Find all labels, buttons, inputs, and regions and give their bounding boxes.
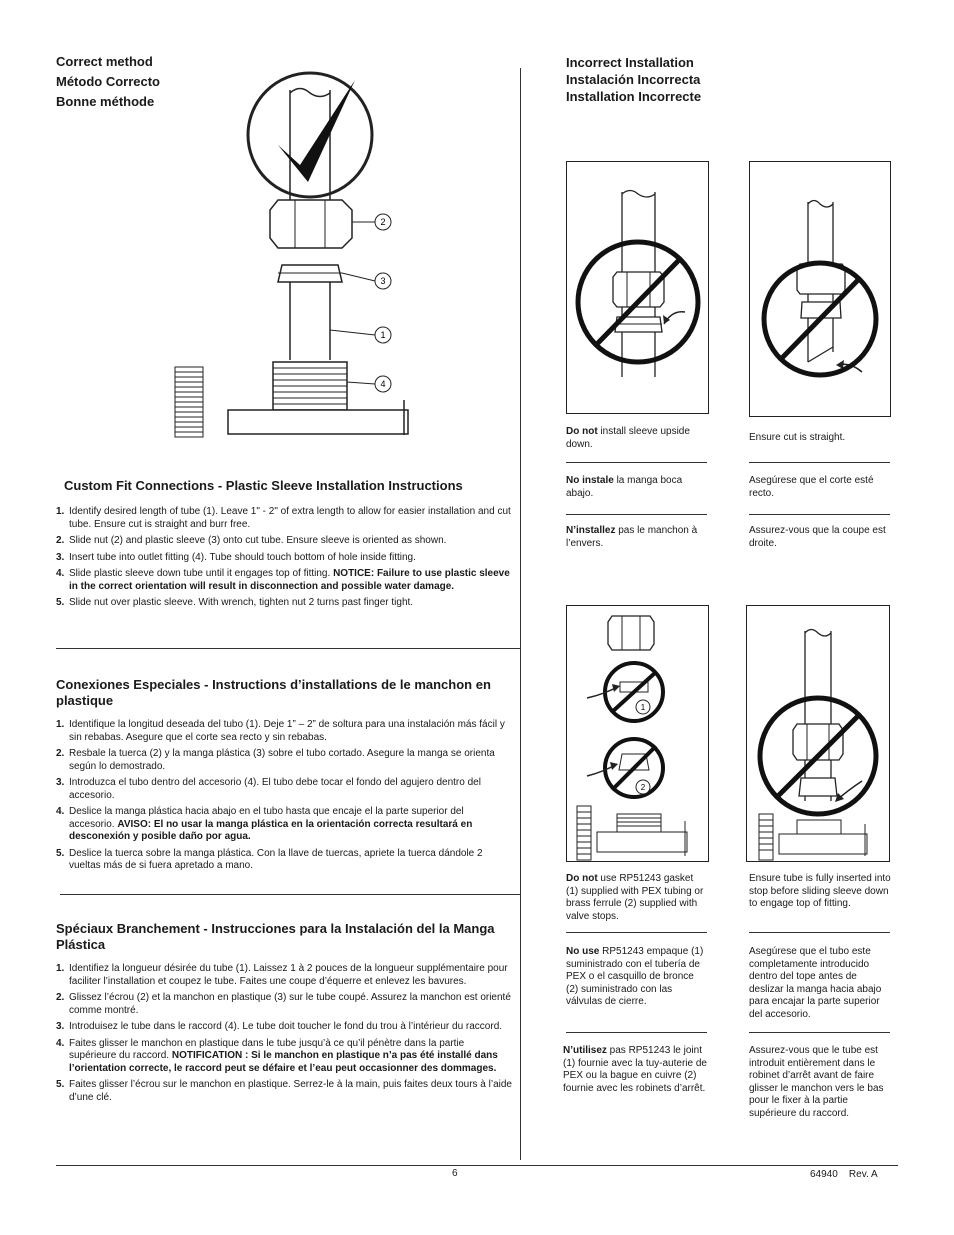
step-number: 3. xyxy=(56,1021,65,1032)
step-text: Slide nut over plastic sleeve. With wrench, tighten nut 2 turns past finger tight. xyxy=(69,597,414,608)
step-text: Introduisez le tube dans le raccord (4). Le tube doit toucher le fond du trou à l’intérieur du raccord. xyxy=(69,1021,503,1032)
caption-text: pas le manchon à l’envers. xyxy=(566,525,698,549)
step-number: 2. xyxy=(56,535,65,546)
list-item xyxy=(56,748,511,773)
step-text: Identifiez la longueur désirée du tube (1). Laissez 1 à 2 pouces de la longueur supplémentaire pour faciliter l’installation et coupez le tube. Faites une coupe d’équerre et enlevez les bavures. xyxy=(69,963,508,987)
incorrect-headings xyxy=(566,54,701,105)
step-text: Glissez l’écrou (2) et la manchon en plastique (3) sur le tube coupé. Assurez la manchon est orienté comme montré. xyxy=(69,992,511,1016)
list-item xyxy=(56,506,511,531)
list-item xyxy=(56,552,511,565)
step-notice: AVISO: El no usar la manga plástica en la orientación correcta resultará en desconexión y posible daño por agua. xyxy=(69,818,473,842)
caption-gasket-en xyxy=(566,873,708,923)
caption-text: install sleeve upside down. xyxy=(566,426,690,450)
step-number: 1. xyxy=(56,963,65,974)
caption-cut-fr: Assurez-vous que la coupe est droite. xyxy=(749,525,886,549)
caption-bold: Do not xyxy=(566,426,598,437)
caption-text: pas RP51243 le joint (1) fournie avec la tuy-auterie de PEX ou la bague en cuivre (2) fournie avec les robinets d’arrêt. xyxy=(563,1045,707,1094)
correct-method-headings xyxy=(56,52,160,112)
section-fr-title: Spéciaux Branchement - Instrucciones para la Instalación del la Manga Plástica xyxy=(56,921,495,952)
caption-divider xyxy=(566,514,707,515)
step-number: 2. xyxy=(56,992,65,1003)
step-number: 5. xyxy=(56,847,65,859)
caption-upside-down-en xyxy=(566,426,706,451)
step-text: Deslice la manga plástica hacia abajo en el tubo hasta que encaje el la parte superior del accesorio. xyxy=(69,806,464,830)
caption-cut-en: Ensure cut is straight. xyxy=(749,432,846,443)
section-divider xyxy=(60,894,520,895)
callout-label: 2 xyxy=(380,217,386,227)
section-es-steps xyxy=(56,719,511,877)
caption-bold: N’installez xyxy=(566,525,616,536)
panel-upside-down xyxy=(566,161,709,414)
upside-down-illustration xyxy=(567,162,708,413)
page-number: 6 xyxy=(452,1168,458,1179)
step-text: Identifique la longitud deseada del tubo (1). Deje 1” – 2” de soltura para una instalación más fácil y sin rebabas. Asegure que el corte sea recto y sin rebabas. xyxy=(69,719,505,743)
callout-label: 2 xyxy=(640,783,646,792)
caption-gasket-es xyxy=(566,946,708,1009)
check-circle-icon xyxy=(248,73,372,197)
heading-en: Correct method xyxy=(56,54,153,69)
callout-label: 1 xyxy=(380,330,386,340)
step-text: Deslice la tuerca sobre la manga plástica. Con la llave de tuercas, apriete la tuerca dándole 2 vueltas más de si fuera apretado a mano. xyxy=(69,847,483,871)
inserted-illustration xyxy=(747,606,889,861)
caption-cut-es: Asegúrese que el corte esté recto. xyxy=(749,475,874,499)
column-divider xyxy=(520,68,521,1160)
caption-inserted-fr: Assurez-vous que le tube est introduit entièrement dans le robinet d’arrêt avant de faire glisser le manchon vers le bas pour le fixer à la partie supérieure du raccord. xyxy=(749,1045,884,1119)
list-item xyxy=(56,1021,513,1034)
step-number: 4. xyxy=(56,806,65,817)
step-number: 4. xyxy=(56,568,65,579)
caption-gasket-fr xyxy=(563,1045,707,1095)
footer-rule xyxy=(56,1165,898,1166)
heading-es: Instalación Incorrecta xyxy=(566,72,701,87)
heading-fr: Installation Incorrecte xyxy=(566,89,702,104)
list-item xyxy=(56,806,511,844)
caption-divider xyxy=(749,932,890,933)
section-divider xyxy=(56,648,520,649)
nut-shape xyxy=(270,200,352,248)
caption-upside-down-fr xyxy=(566,525,706,550)
list-item xyxy=(56,777,511,802)
step-number: 5. xyxy=(56,597,65,608)
list-item xyxy=(56,963,513,988)
doc-code: 64940 Rev. A xyxy=(810,1169,878,1180)
step-text: Slide nut (2) and plastic sleeve (3) onto cut tube. Ensure sleeve is oriented as shown. xyxy=(69,535,447,546)
step-text: Identify desired length of tube (1). Leave 1" - 2" of extra length to allow for easier installation and cut tube. Ensure cut is straight and burr free. xyxy=(69,506,511,530)
callout-label: 1 xyxy=(640,703,646,712)
list-item xyxy=(56,597,511,610)
list-item xyxy=(56,535,511,548)
step-text: Faites glisser le manchon en plastique dans le tube jusqu’à ce qu’il pénètre dans la partie supérieure du raccord. xyxy=(69,1037,465,1061)
list-item xyxy=(56,848,511,873)
cut-illustration xyxy=(750,162,890,416)
callout-label: 4 xyxy=(380,379,386,389)
caption-text: use RP51243 gasket (1) supplied with PEX tubing or brass ferrule (2) supplied with valve stops. xyxy=(566,873,704,922)
heading-en: Incorrect Installation xyxy=(566,55,694,70)
correct-method-illustration xyxy=(170,60,420,445)
callout-label: 3 xyxy=(380,276,386,286)
step-number: 1. xyxy=(56,719,65,730)
step-text: Resbale la tuerca (2) y la manga plástica (3) sobre el tubo cortado. Asegure la manga se orienta según lo demostrado. xyxy=(69,748,495,772)
step-number: 3. xyxy=(56,777,65,788)
step-notice: NOTIFICATION : Si le manchon en plastique n’a pas été installé dans l’orientation correcte, le raccord peut se défaire et l’eau peut occasionner des dommages. xyxy=(69,1050,498,1074)
step-text: Faites glisser l’écrou sur le manchon en plastique. Serrez-le à la main, puis faites deux tours à l’aide d’une clé. xyxy=(69,1079,512,1103)
caption-divider xyxy=(566,932,707,933)
list-item xyxy=(56,992,513,1017)
caption-divider xyxy=(566,462,707,463)
caption-divider xyxy=(749,1032,890,1033)
section-es-title: Conexiones Especiales - Instructions d’installations de le manchon en plastique xyxy=(56,677,491,708)
caption-inserted-en: Ensure tube is fully inserted into stop before sliding sleeve down to engage top of fitting. xyxy=(749,873,891,909)
step-number: 5. xyxy=(56,1079,65,1090)
caption-upside-down-es xyxy=(566,475,706,500)
step-number: 2. xyxy=(56,748,65,759)
caption-bold: No use xyxy=(566,946,600,957)
caption-text: RP51243 empaque (1) suministrado con el tubería de PEX o el casquillo de bronce (2) suministrado con las válvulas de cierre. xyxy=(566,946,704,1007)
step-number: 1. xyxy=(56,506,65,517)
step-text: Introduzca el tubo dentro del accesorio (4). El tubo debe tocar el fondo del agujero dentro del accesorio. xyxy=(69,777,481,801)
step-number: 3. xyxy=(56,551,65,563)
panel-inserted xyxy=(746,605,890,862)
list-item xyxy=(56,1079,513,1104)
step-text: Insert tube into outlet fitting (4). Tube should touch bottom of hole inside fitting. xyxy=(69,551,416,563)
caption-inserted-es: Asegúrese que el tubo este completamente introducido dentro del tope antes de deslizar la manga hacia abajo para encajar la parte superior del accesorio. xyxy=(749,946,882,1020)
list-item xyxy=(56,719,511,744)
section-fr-steps xyxy=(56,963,513,1108)
step-notice: NOTICE: Failure to use plastic sleeve in the correct orientation will result in disconnection and possible water damage. xyxy=(69,568,510,592)
section-en-steps xyxy=(56,506,511,614)
list-item xyxy=(56,1038,513,1076)
panel-cut xyxy=(749,161,891,417)
caption-divider xyxy=(566,1032,707,1033)
caption-bold: No instale xyxy=(566,475,614,486)
section-en-title: Custom Fit Connections - Plastic Sleeve Installation Instructions xyxy=(64,478,463,493)
step-number: 4. xyxy=(56,1037,65,1049)
heading-fr: Bonne méthode xyxy=(56,94,155,109)
gasket-illustration xyxy=(567,606,708,861)
caption-divider xyxy=(749,514,890,515)
caption-divider xyxy=(749,462,890,463)
caption-bold: Do not xyxy=(566,873,598,884)
panel-gasket xyxy=(566,605,709,862)
caption-text: la manga boca abajo. xyxy=(566,475,683,499)
step-text: Slide plastic sleeve down tube until it engages top of fitting. xyxy=(69,568,334,579)
list-item xyxy=(56,568,511,593)
caption-bold: N’utilisez xyxy=(563,1045,607,1056)
heading-es: Método Correcto xyxy=(56,74,160,89)
